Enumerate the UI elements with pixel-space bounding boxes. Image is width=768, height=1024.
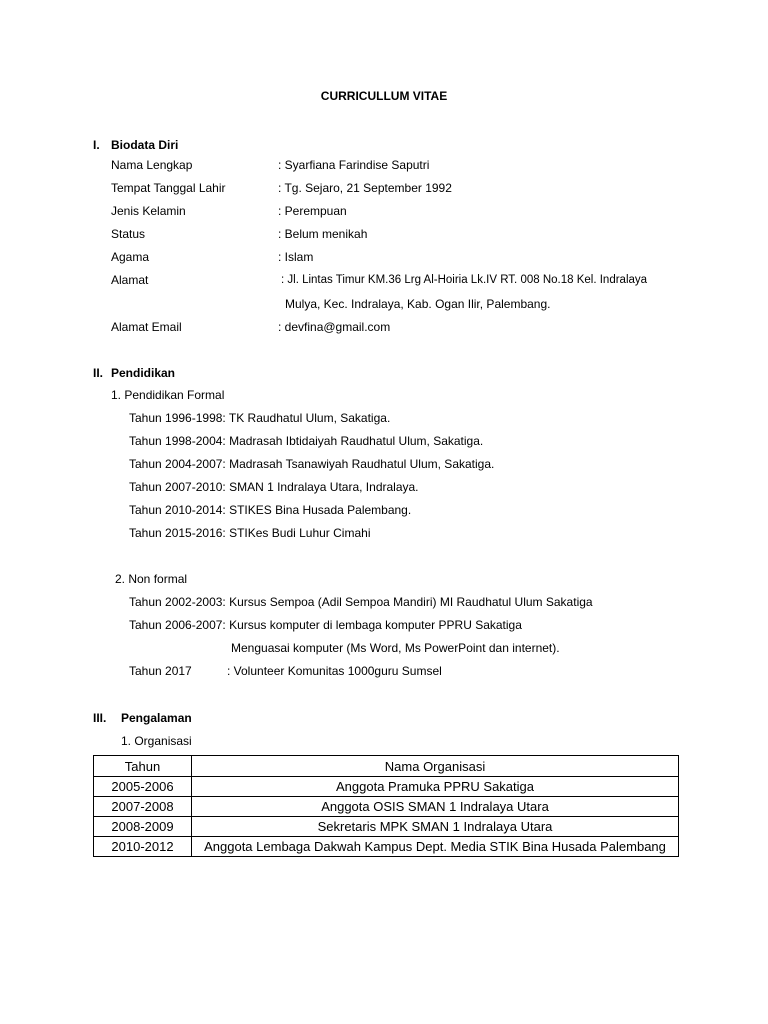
formal-education-item: Tahun 2004-2007: Madrasah Tsanawiyah Raudhatul Ulum, Sakatiga. bbox=[129, 457, 495, 471]
biodata-value: : Syarfiana Farindise Saputri bbox=[278, 158, 430, 172]
biodata-label: Agama bbox=[111, 250, 150, 264]
biodata-value: : devfina@gmail.com bbox=[278, 320, 391, 334]
column-header-organization: Nama Organisasi bbox=[192, 756, 679, 777]
biodata-value: : Belum menikah bbox=[278, 227, 368, 241]
biodata-value: : Jl. Lintas Timur KM.36 Lrg Al-Hoiria Lk.IV RT. 008 No.18 Kel. Indralaya bbox=[281, 274, 648, 286]
biodata-label: Status bbox=[111, 227, 146, 241]
nonformal-education-year: Tahun 2017 bbox=[129, 664, 192, 678]
organization-table bbox=[93, 755, 679, 857]
formal-education-item: Tahun 1998-2004: Madrasah Ibtidaiyah Raudhatul Ulum, Sakatiga. bbox=[129, 434, 484, 448]
table-cell-year: 2007-2008 bbox=[94, 797, 192, 817]
biodata-value: : Perempuan bbox=[278, 204, 347, 218]
table-cell-organization: Sekretaris MPK SMAN 1 Indralaya Utara bbox=[192, 817, 679, 837]
formal-education-item: Tahun 1996-1998: TK Raudhatul Ulum, Sakatiga. bbox=[129, 411, 391, 425]
table-row bbox=[94, 817, 679, 837]
biodata-label: Nama Lengkap bbox=[111, 158, 193, 172]
nonformal-education-value: : Volunteer Komunitas 1000guru Sumsel bbox=[227, 664, 442, 678]
biodata-label: Tempat Tanggal Lahir bbox=[111, 181, 226, 195]
nonformal-education-item-continued: Menguasai komputer (Ms Word, Ms PowerPoint dan internet). bbox=[231, 641, 560, 655]
column-header-year: Tahun bbox=[94, 756, 192, 777]
section-1-number: I. bbox=[93, 138, 100, 152]
biodata-value: : Islam bbox=[278, 250, 314, 264]
section-3-heading: Pengalaman bbox=[121, 711, 192, 725]
table-cell-year: 2005-2006 bbox=[94, 777, 192, 797]
section-2-heading: Pendidikan bbox=[111, 366, 176, 380]
section-3-number: III. bbox=[93, 711, 107, 725]
table-cell-organization: Anggota Pramuka PPRU Sakatiga bbox=[192, 777, 679, 797]
biodata-label: Alamat bbox=[111, 273, 149, 287]
table-cell-year: 2008-2009 bbox=[94, 817, 192, 837]
nonformal-education-heading: 2. Non formal bbox=[115, 572, 188, 586]
formal-education-heading: 1. Pendidikan Formal bbox=[111, 388, 225, 402]
formal-education-item: Tahun 2015-2016: STIKes Budi Luhur Cimahi bbox=[129, 526, 371, 540]
biodata-label: Alamat Email bbox=[111, 320, 182, 334]
section-2-number: II. bbox=[93, 366, 104, 380]
biodata-value-continued: Mulya, Kec. Indralaya, Kab. Ogan Ilir, Palembang. bbox=[285, 297, 551, 311]
table-header-row bbox=[94, 756, 679, 777]
table-row bbox=[94, 777, 679, 797]
table-cell-organization: Anggota OSIS SMAN 1 Indralaya Utara bbox=[192, 797, 679, 817]
document-title: CURRICULLUM VITAE bbox=[320, 89, 448, 103]
nonformal-education-item: Tahun 2002-2003: Kursus Sempoa (Adil Sempoa Mandiri) MI Raudhatul Ulum Sakatiga bbox=[129, 595, 593, 609]
nonformal-education-item: Tahun 2006-2007: Kursus komputer di lembaga komputer PPRU Sakatiga bbox=[129, 618, 522, 632]
organization-heading: 1. Organisasi bbox=[121, 734, 192, 748]
formal-education-item: Tahun 2010-2014: STIKES Bina Husada Palembang. bbox=[129, 503, 412, 517]
table-cell-organization: Anggota Lembaga Dakwah Kampus Dept. Media STIK Bina Husada Palembang bbox=[192, 837, 679, 857]
biodata-value: : Tg. Sejaro, 21 September 1992 bbox=[278, 181, 452, 195]
table-row bbox=[94, 797, 679, 817]
biodata-label: Jenis Kelamin bbox=[111, 204, 186, 218]
table-cell-year: 2010-2012 bbox=[94, 837, 192, 857]
table-row bbox=[94, 837, 679, 857]
section-1-heading: Biodata Diri bbox=[111, 138, 179, 152]
formal-education-item: Tahun 2007-2010: SMAN 1 Indralaya Utara, Indralaya. bbox=[129, 480, 419, 494]
